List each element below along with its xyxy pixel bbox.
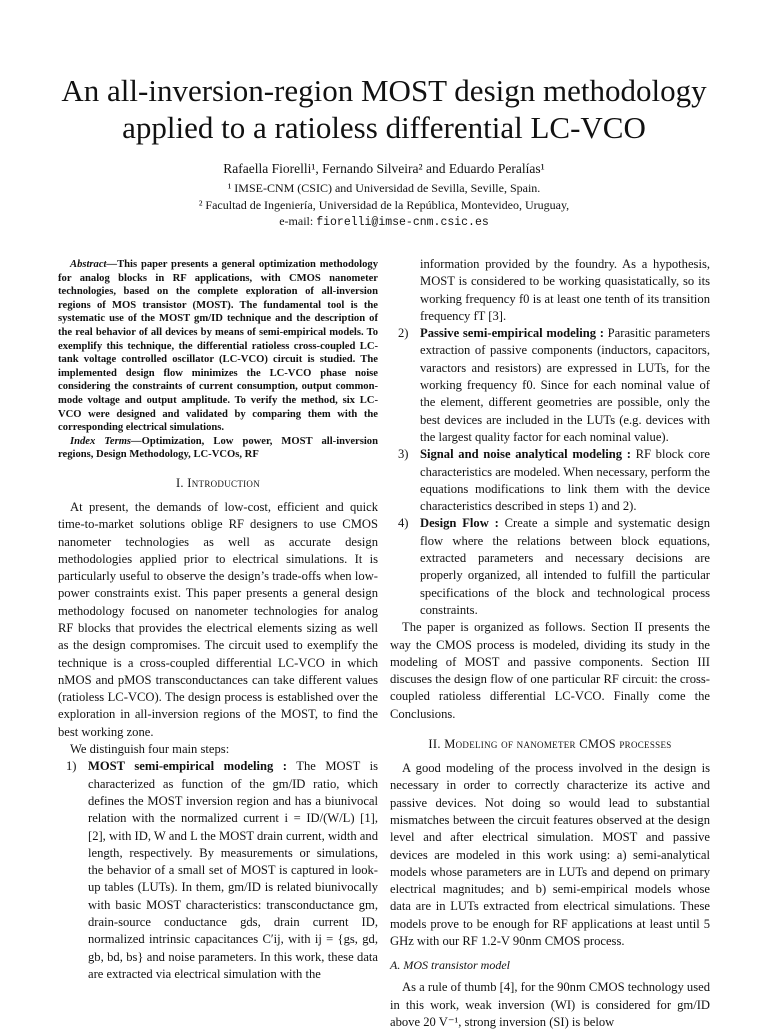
abstract [58,258,378,435]
abstract-text: This paper presents a general optimization methodology for analog blocks in RF applications, with CMOS nanometer technologies, based on the complete exploration of all-inversion regions of MOS transistor (MOST). The fundamental tool is the systematic use of the MOST gm/ID technique and the description of the real behavior of all devices by means of semi-empirical models. To exemplify this technique, the differential ratioless cross-coupled LC-tank voltage controlled oscillator (LC-VCO) circuit is studied. The implemented design flow minimizes the LC-VCO phase noise considering the constraints of current consumption, output common-mode voltage and output amplitude. To verify the method, six LC-VCO were designed and validated by comparing them with the corresponding electrical simulations. [58,259,378,434]
organization-paragraph: The paper is organized as follows. Section II presents the way the CMOS process is modeled, dividing its study in the modeling of MOST and passive components. Section III discuses the design flow of one particular RF circuit: the cross-coupled ratioless differential LC-VCO. Finally come the Conclusions. [390,620,710,721]
steps-list [58,758,378,983]
mos-model-paragraph: As a rule of thumb [4], for the 90nm CMOS technology used in this work, weak inversion (WI) is considered for gm/ID above 20 V⁻¹, strong inversion (SI) is below [390,980,710,1029]
step-number: 2) [398,326,409,341]
modeling-paragraph: A good modeling of the process involved in the design is necessary in order to correctly characterize its active and passive devices. Not doing so would lead to substantial mismatches between the circuit features observed at the design level and after electrical simulation. MOST and passive devices are modeled in this work using: a) semi-analytical models whose parameters are in LUTs and depend on primary electrical magnitudes; and b) semi-empirical models whose data are in LUTs extracted from electrical simulations. These models prove to be enough for RF applications at least until 5 GHz with our RF 1.2-V 90nm CMOS process. [390,761,710,948]
step-number: 3) [398,447,409,462]
steps-list-continued [390,325,710,619]
subsection-heading-mos-model: A. MOS transistor model [390,958,510,973]
step-term: Design Flow : [420,516,499,531]
step-4 [390,515,710,619]
step-term: MOST semi-empirical modeling : [88,759,287,774]
right-column [390,256,710,1031]
index-terms-label: Index Terms— [70,435,142,447]
step-number: 4) [398,516,409,531]
step-3 [390,446,710,515]
step-text: RF block core characteristics are modeled. When necessary, perform the equations modifications to link them with the device characteristics described in steps 1) and 2). [420,447,710,514]
section-heading-introduction: I. Introduction [175,475,261,490]
left-column [58,258,378,983]
step-2 [390,325,710,446]
step-text: The MOST is characterized as function of the gm/ID ratio, which defines the MOST inversion region and has a biunivocal relation with the normalized current i = ID/(W/L) [1], [2], with ID, W and L the MOST drain current, width and length, respectively. By measurements or simulations, the behavior of a small set of MOST is captured in look-up tables (LUTs). In them, gm/ID is related biunivocally with basic MOST characteristics: transconductance gm, drain-source conductance gds, drain current ID, normalized intrinsic capacitances C′ij, with ij = {gs, gd, gb, bd, bs} and noise parameters. In this work, these data are extracted via electrical simulation with the [88,759,378,981]
index-terms-text: Optimization, Low power, MOST all-inversion regions, Design Methodology, LC-VCOs, RF [58,435,378,461]
abstract-label: Abstract— [70,259,118,270]
step-text: Create a simple and systematic design flow where the relations between block equations, extracted parameters and necessary decisions are properly organized, all intended to fulfill the particular specifications of the block and technological process constraints. [420,516,710,617]
affiliation-1: ¹ IMSE-CNM (CSIC) and Universidad de Sevilla, Seville, Spain. [227,181,541,195]
section-heading-modeling: II. Modeling of nanometer CMOS processes [428,737,672,752]
paper-title: An all-inversion-region MOST design methodology applied to a ratioless differential LC-VCO [61,73,707,145]
index-terms [58,435,378,462]
step-term: Passive semi-empirical modeling : [420,326,604,341]
intro-paragraph-2: We distinguish four main steps: [70,742,230,757]
affiliation-2: ² Facultad de Ingeniería, Universidad de la República, Montevideo, Uruguay, [198,198,570,212]
step-1 [58,758,378,983]
email-line [40,213,728,231]
step-text: Parasitic parameters extraction of passive components (inductors, capacitors, varactors and resistors) are expressed in LUTs, for the working frequency f0. Since for each nominal value of the element, different geometries are possible, only the best devices are included in the LUTs (e.g. devices with the largest quality factor for each nominal value). [420,326,710,444]
email-label: e-mail: [279,214,314,228]
author-list: Rafaella Fiorelli¹, Fernando Silveira² and Eduardo Peralías¹ [223,161,545,176]
step-number: 1) [66,759,77,774]
step-term: Signal and noise analytical modeling : [420,447,631,462]
intro-paragraph-1: At present, the demands of low-cost, efficient and quick time-to-market solutions oblige RF designers to use CMOS nanometer technologies as well as accurate design methodologies applied prior to electrical simulations. It is particularly useful to observe the design’s trade-offs when low-power constraints exist. This paper presents a general design methodology focused on nanometer technologies for analog RF blocks that provides the electrical elements sizing as well as the design compromises. The circuit used to exemplify the technique is a cross-coupled differential LC-VCO in which nMOS and pMOS transconductances can take different values (ratioless LC-VCO). The design process is established over the exploration in all-inversion regions of the MOST, to find the best working zone. [58,499,378,739]
step-1-continuation: information provided by the foundry. As a hypothesis, MOST is considered to be working quasistatically, so its working frequency f0 is at least one tenth of its transition frequency fT [3]. [420,257,710,323]
email-address[interactable]: fiorelli@imse-cnm.csic.es [316,216,489,229]
